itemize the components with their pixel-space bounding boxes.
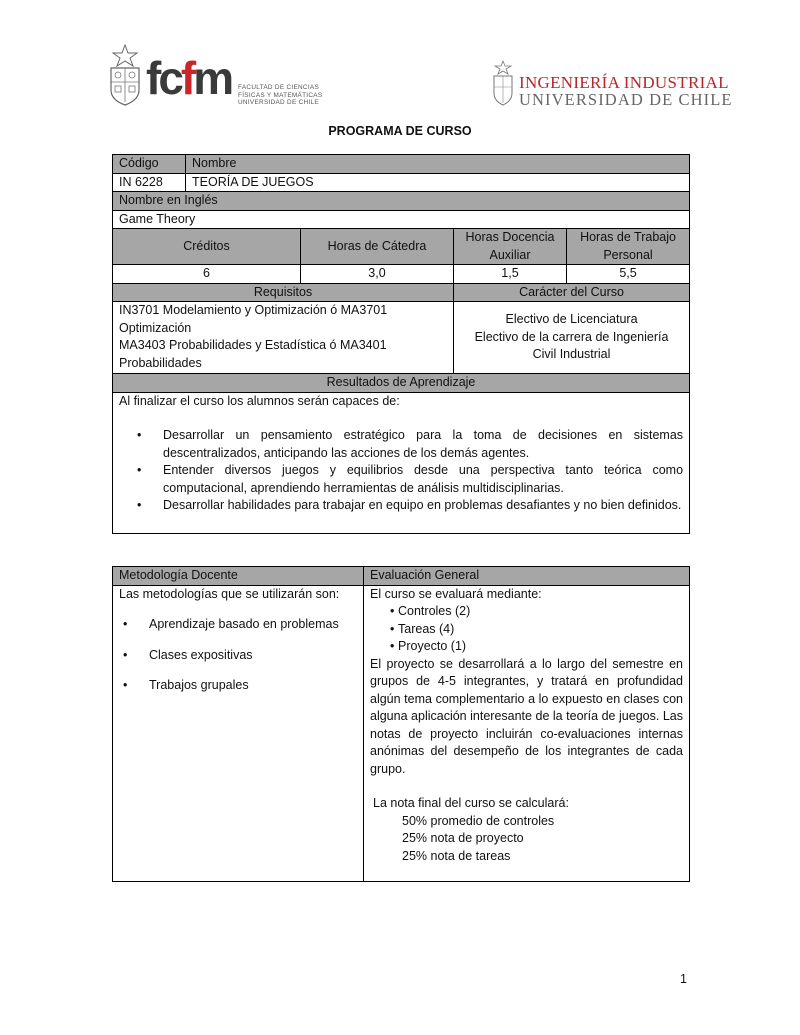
- course-code: IN 6228: [113, 173, 186, 192]
- resultado-item: • Desarrollar un pensamiento estratégico para la toma de decisiones en sistemas descentralizados, anticipando las acciones de los demás agentes.: [119, 427, 683, 462]
- ingenieria-industrial-logo: [492, 60, 733, 110]
- metodologia-item: • Aprendizaje basado en problemas: [119, 616, 357, 634]
- caracter-line: Civil Industrial: [532, 347, 611, 362]
- course-info-table: [112, 154, 690, 534]
- evaluacion-item: • Tareas (4): [370, 621, 683, 639]
- caracter-list: [454, 302, 690, 374]
- caracter-label: Carácter del Curso: [454, 283, 690, 302]
- resultados-intro: Al finalizar el curso los alumnos serán capaces de:: [119, 393, 400, 408]
- catedra-hours-value: 3,0: [301, 265, 454, 284]
- metodologia-item: • Trabajos grupales: [119, 677, 357, 695]
- evaluacion-body: [364, 585, 690, 881]
- evaluacion-list: [370, 603, 683, 656]
- fcfm-logo: [108, 44, 333, 114]
- evaluacion-item: • Proyecto (1): [370, 638, 683, 656]
- metodologia-intro: Las metodologías que se utilizarán son:: [119, 586, 340, 601]
- nota-final-item: 50% promedio de controles: [402, 813, 555, 828]
- docencia-hours-label: Horas Docencia Auxiliar: [454, 229, 567, 265]
- page-number: 1: [680, 972, 687, 986]
- name-label: Nombre: [186, 155, 690, 174]
- metodologia-list: [119, 616, 357, 695]
- evaluacion-intro: El curso se evaluará mediante:: [370, 586, 542, 601]
- resultado-item: • Desarrollar habilidades para trabajar en equipo en problemas desafiantes y no bien definidos.: [119, 497, 683, 515]
- requisito-line: IN3701 Modelamiento y Optimización ó MA3701: [119, 303, 388, 317]
- personal-work-hours-value: 5,5: [567, 265, 690, 284]
- requisitos-label: Requisitos: [113, 283, 454, 302]
- requisito-line: MA3403 Probabilidades y Estadística ó MA3401: [119, 338, 387, 352]
- ingenieria-subtitle: UNIVERSIDAD DE CHILE: [519, 90, 733, 109]
- ingenieria-crest-icon: [492, 60, 514, 106]
- docencia-hours-value: 1,5: [454, 265, 567, 284]
- nota-final-item: 25% nota de proyecto: [402, 831, 524, 845]
- university-crest-icon: [108, 44, 142, 106]
- resultados-label: Resultados de Aprendizaje: [113, 374, 690, 393]
- ingenieria-title: INGENIERÍA INDUSTRIAL: [519, 73, 729, 92]
- resultados-list: [119, 427, 683, 515]
- requisitos-list: [113, 302, 454, 374]
- personal-work-hours-label: Horas de Trabajo Personal: [567, 229, 690, 265]
- resultados-body: [113, 392, 690, 533]
- proyecto-description: El proyecto se desarrollará a lo largo del semestre en grupos de 4-5 integrantes, y tratará en profundidad algún tema complementario a lo expuesto en clases con alguna aplicación interesante de la teoría de juegos. Las notas de proyecto incluirán co-evaluaciones internas anónimas del desempeño de los integrantes de cada grupo.: [370, 656, 683, 776]
- fcfm-wordmark: fcfm: [146, 52, 232, 104]
- credits-value: 6: [113, 265, 301, 284]
- caracter-line: Electivo de la carrera de Ingeniería: [474, 329, 669, 344]
- caracter-line: Electivo de Licenciatura: [505, 312, 638, 327]
- code-label: Código: [113, 155, 186, 174]
- credits-label: Créditos: [113, 229, 301, 265]
- evaluacion-label: Evaluación General: [364, 567, 690, 586]
- metodologia-item: • Clases expositivas: [119, 647, 357, 665]
- metodologia-label: Metodología Docente: [113, 567, 364, 586]
- requisito-line: Probabilidades: [119, 355, 202, 370]
- english-name-label: Nombre en Inglés: [113, 192, 690, 211]
- nota-final-intro: La nota final del curso se calculará:: [373, 796, 569, 810]
- methodology-table: [112, 566, 690, 882]
- document-title: PROGRAMA DE CURSO: [328, 124, 472, 138]
- metodologia-body: [113, 585, 364, 881]
- catedra-hours-label: Horas de Cátedra: [301, 229, 454, 265]
- course-name: TEORÍA DE JUEGOS: [186, 173, 690, 192]
- requisito-line: Optimización: [119, 320, 192, 335]
- nota-final-list: [370, 813, 683, 866]
- resultado-item: • Entender diversos juegos y equilibrios desde una perspectiva tanto teórica como computacional, aprendiendo herramientas de análisis multidisciplinarias.: [119, 462, 683, 497]
- nota-final-item: 25% nota de tareas: [402, 848, 511, 863]
- fcfm-subtitle: FACULTAD DE CIENCIAS FÍSICAS Y MATEMÁTICAS UNIVERSIDAD DE CHILE: [238, 84, 323, 106]
- english-name: Game Theory: [113, 210, 690, 229]
- evaluacion-item: • Controles (2): [370, 603, 683, 621]
